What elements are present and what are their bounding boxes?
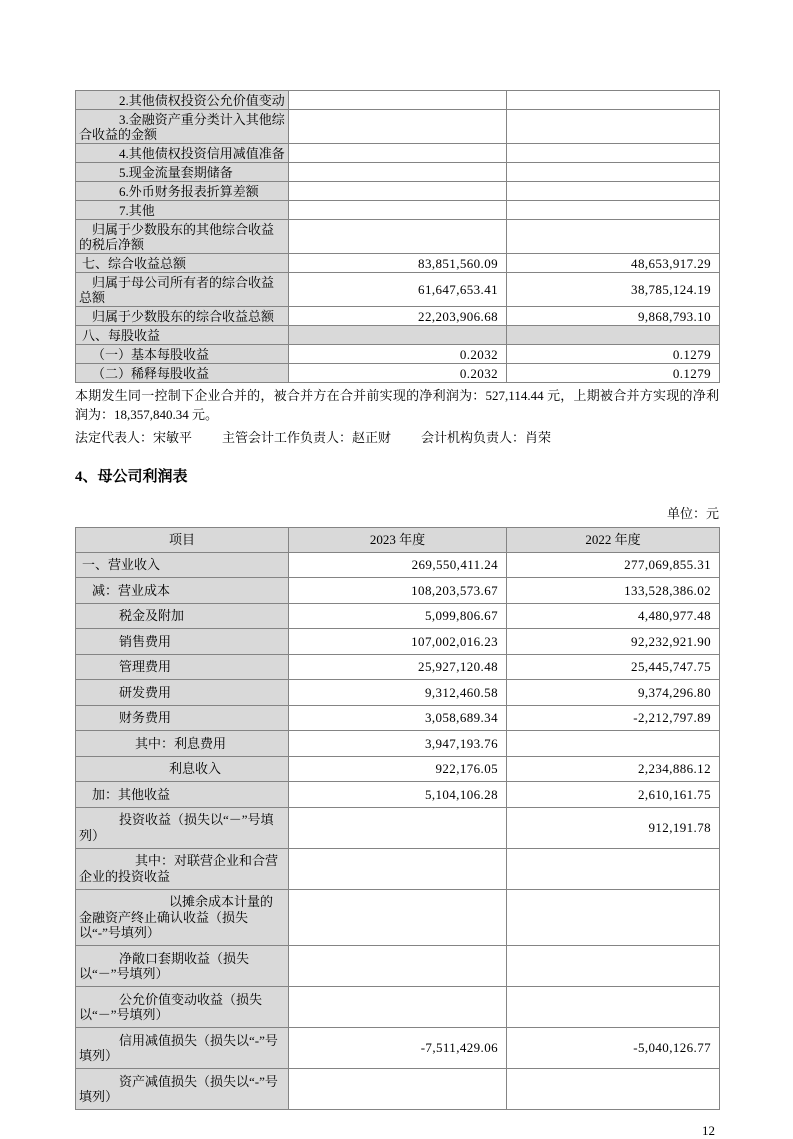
row-label: 研发费用 [76,680,289,706]
value-2022 [507,110,720,144]
row-label: 归属于少数股东的综合收益总额 [76,307,289,326]
row-label: 公允价值变动收益（损失以“－”号填列） [76,987,289,1028]
value-2023: 5,099,806.67 [289,603,507,629]
value-2023 [289,326,507,345]
signer: 主管会计工作负责人：赵正财 [222,430,392,445]
table-row [76,1069,720,1110]
table-row [76,345,720,364]
value-2022 [507,201,720,220]
value-2023: 5,104,106.28 [289,782,507,808]
value-2023: 25,927,120.48 [289,654,507,680]
value-2022: 38,785,124.19 [507,273,720,307]
value-2022: -2,212,797.89 [507,705,720,731]
table-row [76,603,720,629]
row-label: 七、综合收益总额 [76,254,289,273]
table-row [76,182,720,201]
value-2022: 25,445,747.75 [507,654,720,680]
table-row [76,946,720,987]
income-statement-header [76,528,720,553]
signer: 法定代表人：宋敏平 [75,430,193,445]
row-label: 其中：利息费用 [76,731,289,757]
table-row [76,163,720,182]
value-2023 [289,182,507,201]
value-2022 [507,182,720,201]
value-2022: 92,232,921.90 [507,629,720,655]
table-row [76,201,720,220]
table-row [76,782,720,808]
row-label: 减：营业成本 [76,578,289,604]
row-label: 加：其他收益 [76,782,289,808]
row-label: （一）基本每股收益 [76,345,289,364]
value-2023: 3,058,689.34 [289,705,507,731]
table-row [76,756,720,782]
table-row [76,629,720,655]
row-label: 税金及附加 [76,603,289,629]
document-page [75,0,719,1139]
row-label: 其中：对联营企业和合营企业的投资收益 [76,848,289,889]
value-2023: 3,947,193.76 [289,731,507,757]
parent-company-income-statement-table [75,527,720,1110]
header-row [76,528,720,553]
table-row [76,552,720,578]
column-header: 2023 年度 [289,528,507,553]
row-label: 净敞口套期收益（损失以“－”号填列） [76,946,289,987]
value-2022: 0.1279 [507,364,720,383]
row-label: 一、营业收入 [76,552,289,578]
value-2023: 0.2032 [289,364,507,383]
table-row [76,578,720,604]
value-2023: 107,002,016.23 [289,629,507,655]
value-2023: 61,647,653.41 [289,273,507,307]
value-2022 [507,1069,720,1110]
table-row [76,889,720,946]
signer: 会计机构负责人：肖荣 [421,430,552,445]
table-row [76,987,720,1028]
income-statement-body [76,552,720,1110]
value-2022: 9,374,296.80 [507,680,720,706]
value-2022: 912,191.78 [507,807,720,848]
row-label: 归属于母公司所有者的综合收益总额 [76,273,289,307]
row-label: 利息收入 [76,756,289,782]
row-label: 八、每股收益 [76,326,289,345]
table-row [76,705,720,731]
value-2023 [289,163,507,182]
value-2023 [289,946,507,987]
row-label: 销售费用 [76,629,289,655]
row-label: 资产减值损失（损失以“-”号填列） [76,1069,289,1110]
value-2022: 0.1279 [507,345,720,364]
row-label: 3.金融资产重分类计入其他综合收益的金额 [76,110,289,144]
table-row [76,220,720,254]
table-row [76,144,720,163]
comprehensive-income-table-body [76,91,720,383]
value-2022: 48,653,917.29 [507,254,720,273]
value-2023 [289,144,507,163]
value-2023 [289,848,507,889]
table-row [76,364,720,383]
value-2023 [289,220,507,254]
table-row [76,326,720,345]
row-label: 管理费用 [76,654,289,680]
value-2022 [507,848,720,889]
value-2022 [507,91,720,110]
value-2022 [507,946,720,987]
signers-line [75,429,719,446]
value-2022: 2,234,886.12 [507,756,720,782]
value-2022: -5,040,126.77 [507,1028,720,1069]
value-2023 [289,987,507,1028]
row-label: 5.现金流量套期储备 [76,163,289,182]
row-label: 4.其他债权投资信用减值准备 [76,144,289,163]
value-2022 [507,326,720,345]
value-2023: 83,851,560.09 [289,254,507,273]
value-2023: 108,203,573.67 [289,578,507,604]
value-2023 [289,889,507,946]
value-2023 [289,201,507,220]
value-2022: 2,610,161.75 [507,782,720,808]
row-label: 以摊余成本计量的金融资产终止确认收益（损失以“-”号填列） [76,889,289,946]
value-2022 [507,220,720,254]
value-2023: 269,550,411.24 [289,552,507,578]
value-2023: 922,176.05 [289,756,507,782]
value-2023 [289,807,507,848]
value-2023: 9,312,460.58 [289,680,507,706]
page-number: 12 [702,1123,715,1138]
value-2022: 133,528,386.02 [507,578,720,604]
value-2023 [289,91,507,110]
row-label: 7.其他 [76,201,289,220]
value-2022: 9,868,793.10 [507,307,720,326]
row-label: 财务费用 [76,705,289,731]
merger-note-paragraph: 本期发生同一控制下企业合并的，被合并方在合并前实现的净利润为：527,114.44 元，上期被合并方实现的净利润为：18,357,840.34 元。 [75,388,719,422]
table-row [76,110,720,144]
row-label: （二）稀释每股收益 [76,364,289,383]
table-row [76,254,720,273]
row-label: 信用减值损失（损失以“-”号填列） [76,1028,289,1069]
table-row [76,731,720,757]
value-2023 [289,110,507,144]
column-header: 2022 年度 [507,528,720,553]
table-row [76,807,720,848]
value-2022 [507,163,720,182]
table-row [76,273,720,307]
table-row [76,91,720,110]
table-row [76,307,720,326]
table-row [76,654,720,680]
value-2022 [507,987,720,1028]
unit-label: 单位：元 [666,506,719,521]
row-label: 2.其他债权投资公允价值变动 [76,91,289,110]
column-header: 项目 [76,528,289,553]
table-row [76,848,720,889]
value-2023: 0.2032 [289,345,507,364]
value-2022: 4,480,977.48 [507,603,720,629]
comprehensive-income-continuation-table [75,90,720,383]
value-2022 [507,144,720,163]
section-title: 4、母公司利润表 [75,469,188,485]
value-2023: -7,511,429.06 [289,1028,507,1069]
value-2022 [507,731,720,757]
value-2023 [289,1069,507,1110]
row-label: 6.外币财务报表折算差额 [76,182,289,201]
value-2022: 277,069,855.31 [507,552,720,578]
value-2023: 22,203,906.68 [289,307,507,326]
table-row [76,1028,720,1069]
table-row [76,680,720,706]
value-2022 [507,889,720,946]
row-label: 投资收益（损失以“－”号填列） [76,807,289,848]
row-label: 归属于少数股东的其他综合收益的税后净额 [76,220,289,254]
